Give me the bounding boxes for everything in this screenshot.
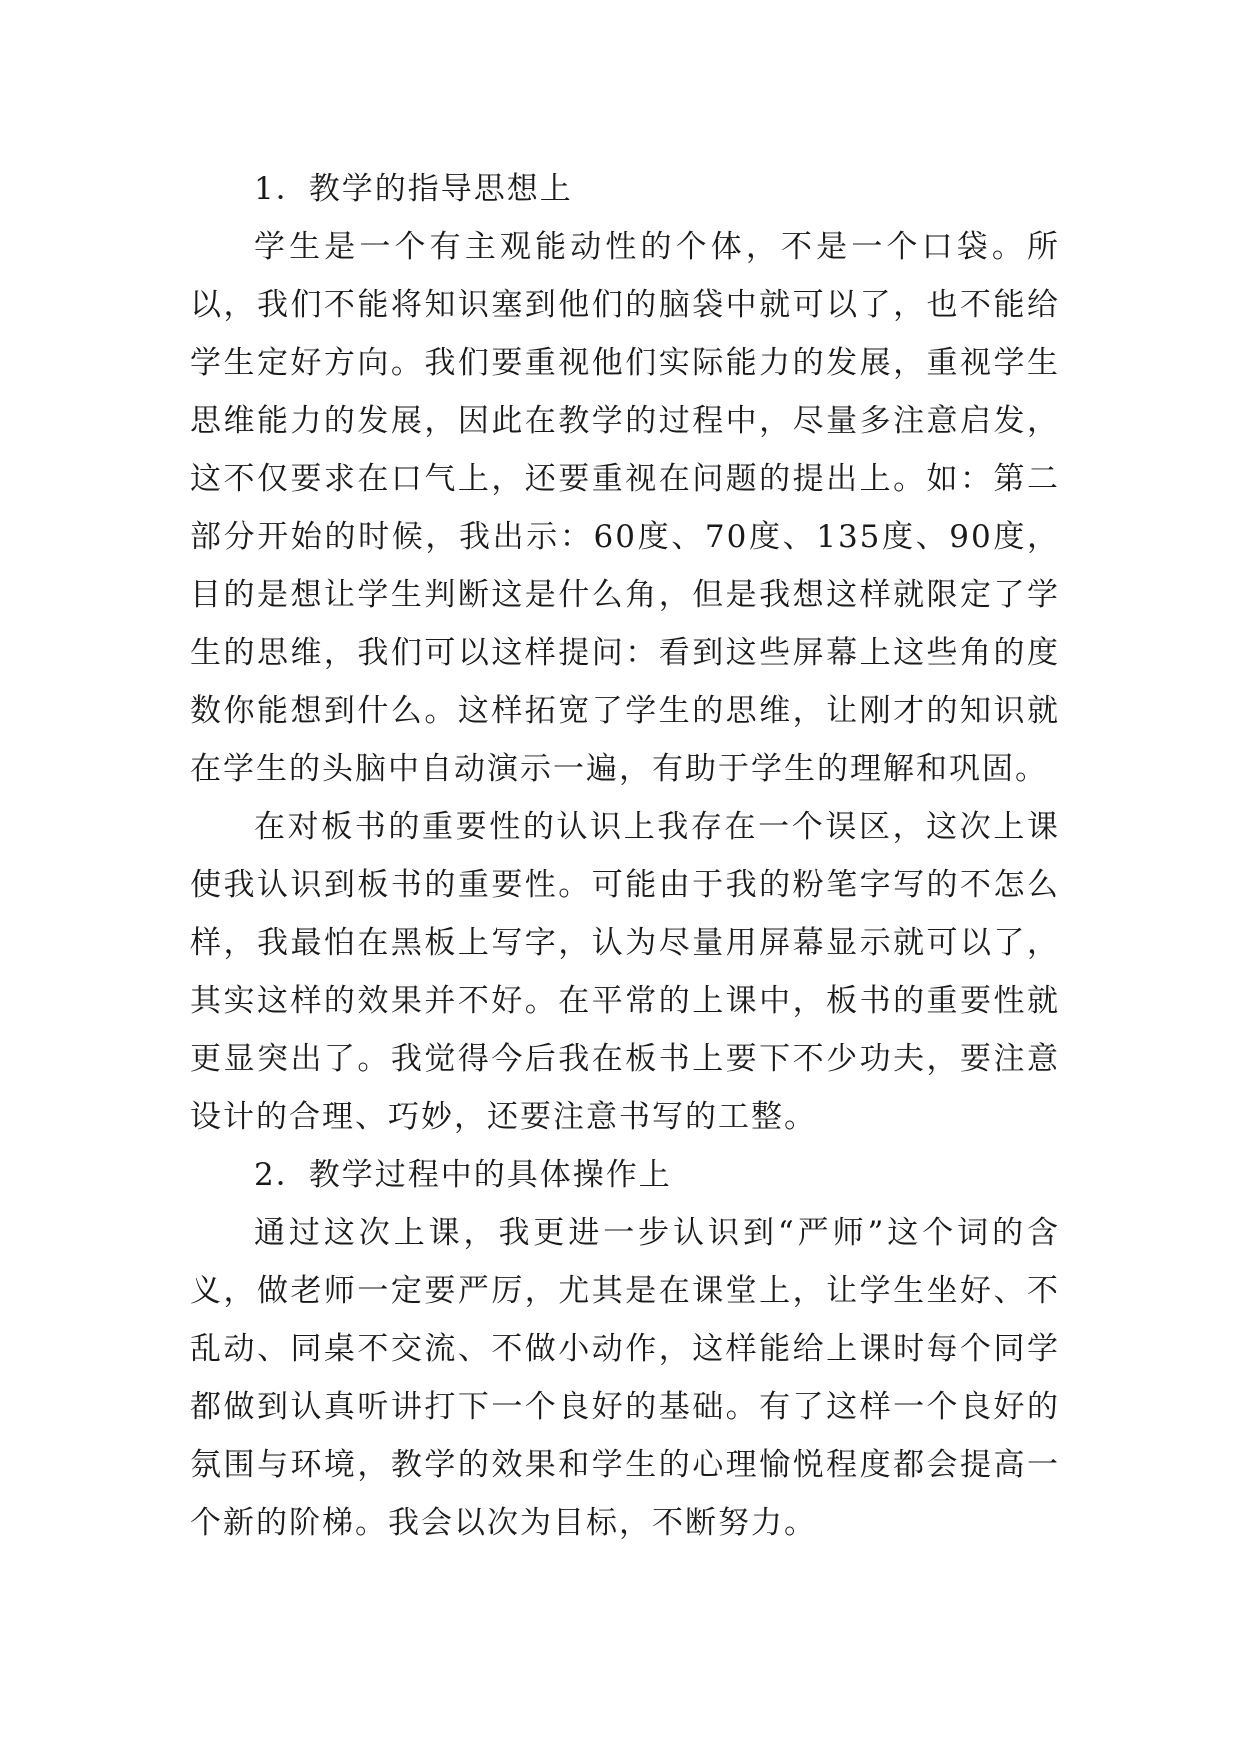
document-body	[190, 160, 1060, 1552]
section-heading-1: 1．教学的指导思想上	[254, 171, 573, 207]
paragraph: 通过这次上课，我更进一步认识到“严师”这个词的含义，做老师一定要严厉，尤其是在课堂上，让学生坐好、不乱动、同桌不交流、不做小动作，这样能给上课时每个同学都做到认真听讲打下一个良好的基础。有了这样一个良好的氛围与环境，教学的效果和学生的心理愉悦程度都会提高一个新的阶梯。我会以次为目标，不断努力。	[190, 1215, 1060, 1541]
section-heading-2: 2．教学过程中的具体操作上	[254, 1157, 672, 1193]
paragraph: 学生是一个有主观能动性的个体，不是一个口袋。所以，我们不能将知识塞到他们的脑袋中就可以了，也不能给学生定好方向。我们要重视他们实际能力的发展，重视学生思维能力的发展，因此在教学的过程中，尽量多注意启发，这不仅要求在口气上，还要重视在问题的提出上。如：第二部分开始的时候，我出示：60度、70度、135度、90度，目的是想让学生判断这是什么角，但是我想这样就限定了学生的思维，我们可以这样提问：看到这些屏幕上这些角的度数你能想到什么。这样拓宽了学生的思维，让刚才的知识就在学生的头脑中自动演示一遍，有助于学生的理解和巩固。	[190, 229, 1060, 787]
paragraph: 在对板书的重要性的认识上我存在一个误区，这次上课使我认识到板书的重要性。可能由于我的粉笔字写的不怎么样，我最怕在黑板上写字，认为尽量用屏幕显示就可以了，其实这样的效果并不好。在平常的上课中，板书的重要性就更显突出了。我觉得今后我在板书上要下不少功夫，要注意设计的合理、巧妙，还要注意书写的工整。	[190, 809, 1060, 1135]
